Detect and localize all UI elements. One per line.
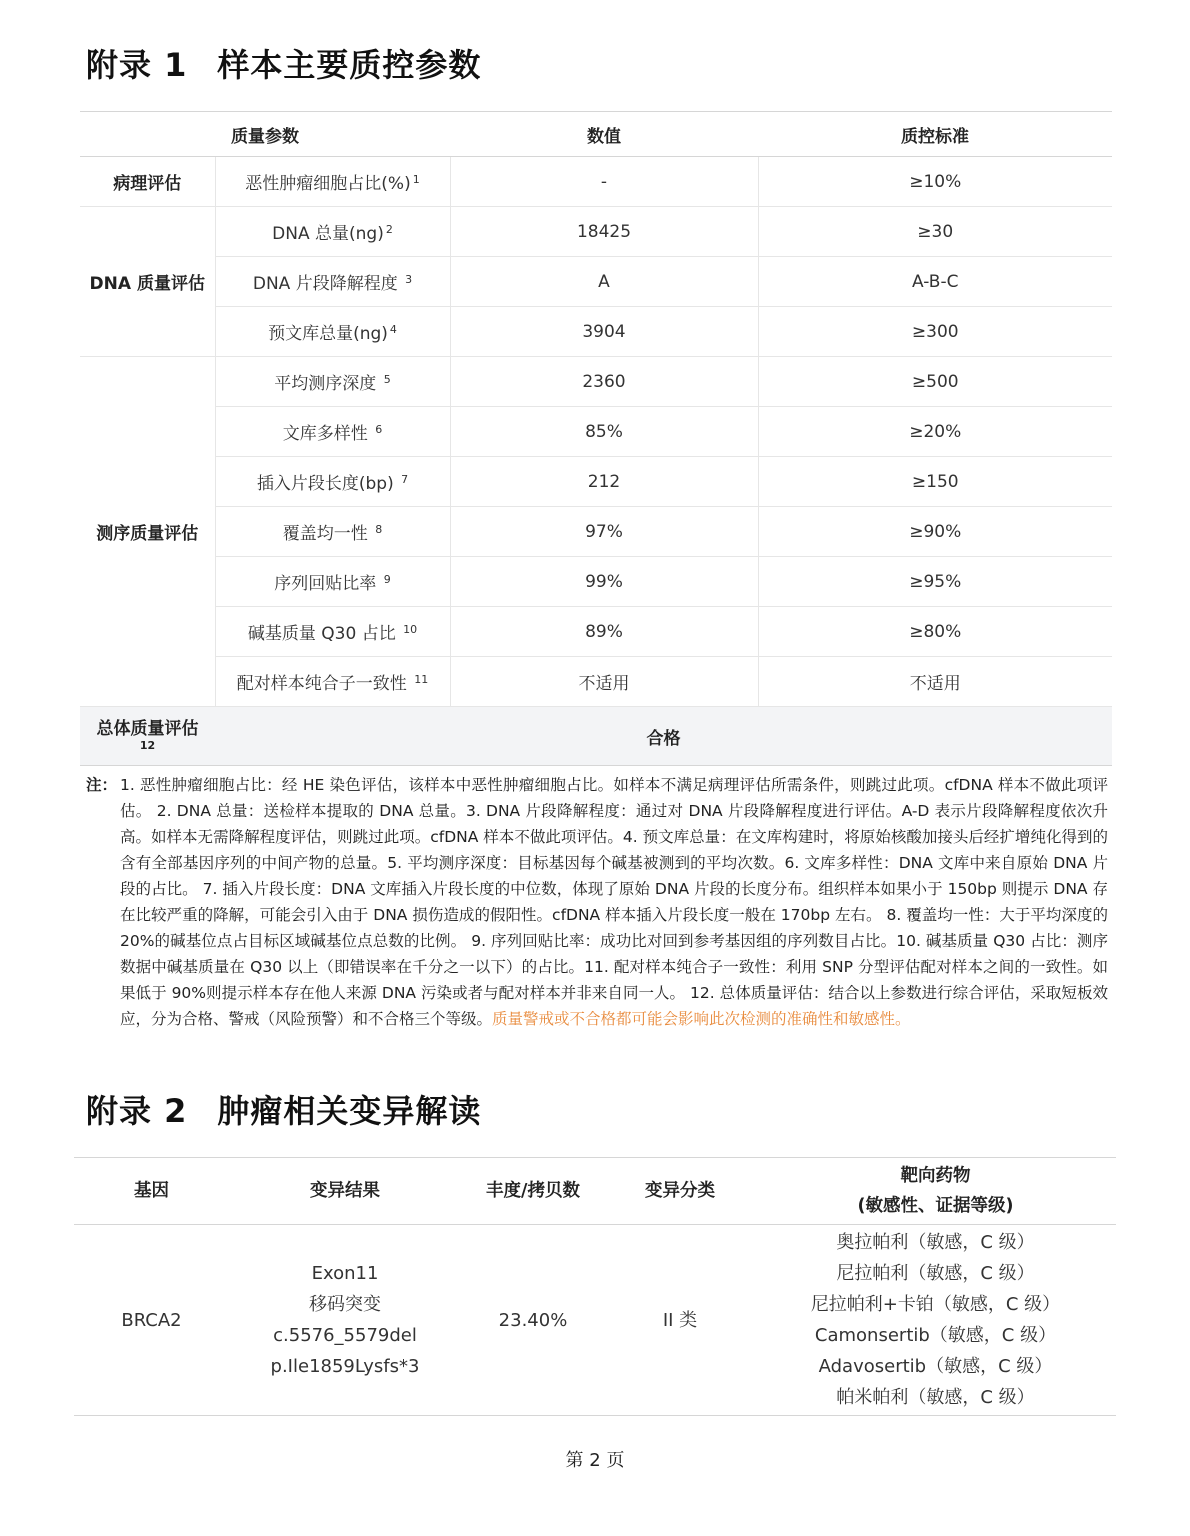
abundance-cell: 23.40% bbox=[461, 1225, 605, 1416]
header-result: 变异结果 bbox=[229, 1158, 461, 1225]
variant-table bbox=[74, 1157, 1116, 1416]
appendix1-title-text: 样本主要质控参数 bbox=[217, 46, 482, 84]
qc-parameters-table bbox=[80, 111, 1112, 766]
class-cell: II 类 bbox=[605, 1225, 755, 1416]
standard-cell: ≥95% bbox=[758, 557, 1112, 607]
appendix1-title bbox=[86, 40, 481, 86]
notes-lead: 注： bbox=[86, 776, 118, 794]
param-cell: 恶性肿瘤细胞占比(%) $^1$ bbox=[215, 157, 450, 207]
value-cell: A bbox=[450, 257, 758, 307]
standard-cell: ≥150 bbox=[758, 457, 1112, 507]
value-cell: 99% bbox=[450, 557, 758, 607]
value-cell: 18425 bbox=[450, 207, 758, 257]
header-standard: 质控标准 bbox=[758, 112, 1112, 157]
param-cell: 碱基质量 Q30 占比 $^{10}$ bbox=[215, 607, 450, 657]
value-cell: 不适用 bbox=[450, 657, 758, 707]
notes-body bbox=[120, 772, 1108, 1032]
result-cell: Exon11 移码突变 c.5576_5579del p.Ile1859Lysfs*3 bbox=[229, 1225, 461, 1416]
appendix1-number: 附录 1 bbox=[86, 46, 188, 84]
param-cell: 平均测序深度 $^5$ bbox=[215, 357, 450, 407]
param-cell: DNA 片段降解程度 $^3$ bbox=[215, 257, 450, 307]
standard-cell: ≥10% bbox=[758, 157, 1112, 207]
appendix2-number: 附录 2 bbox=[86, 1092, 188, 1130]
header-class: 变异分类 bbox=[605, 1158, 755, 1225]
header-param: 质量参数 bbox=[80, 112, 450, 157]
param-cell: 文库多样性 $^6$ bbox=[215, 407, 450, 457]
notes-text: 1. 恶性肿瘤细胞占比：经 HE 染色评估，该样本中恶性肿瘤细胞占比。如样本不满足病理评估所需条件，则跳过此项。cfDNA 样本不做此项评估。 2. DNA 总量：送检样本提取的 DNA 总量。3. DNA 片段降解程度：通过对 DNA 片段降解程度进行评估。A-D 表示片段降解程度依次升高。如样本无需降解程度评估，则跳过此项。cfDNA 样本不做此项评估。4. 预文库总量：在文库构建时，将原始核酸加接头后经扩增纯化得到的含有全部基因序列的中间产物的总量。5. 平均测序深度：目标基因每个碱基被测到的平均次数。6. 文库多样性：DNA 文库中来自原始 DNA 片段的占比。 7. 插入片段长度：DNA 文库插入片段长度的中位数，体现了原始 DNA 片段的长度分布。组织样本如果小于 150bp 则提示 DNA 存在比较严重的降解，可能会引入由于 DNA 损伤造成的假阳性。cfDNA 样本插入片段长度一般在 170bp 左右。 8. 覆盖均一性：大于平均深度的 20%的碱基位点占目标区域碱基位点总数的比例。 9. 序列回贴比率：成功比对回到参考基因组的序列数目占比。10. 碱基质量 Q30 占比：测序数据中碱基质量在 Q30 以上（即错误率在千分之一以下）的占比。11. 配对样本纯合子一致性：利用 SNP 分型评估配对样本之间的一致性。如果低于 90%则提示样本存在他人来源 DNA 污染或者与配对样本并非来自同一人。 12. 总体质量评估：结合以上参数进行综合评估，采取短板效应，分为合格、警戒（风险预警）和不合格三个等级。 bbox=[120, 776, 1108, 1028]
header-value: 数值 bbox=[450, 112, 758, 157]
table-row bbox=[80, 407, 1112, 457]
table-row bbox=[80, 357, 1112, 407]
variant-header-row bbox=[74, 1158, 1116, 1225]
table-row bbox=[80, 307, 1112, 357]
table-row bbox=[80, 207, 1112, 257]
param-cell: 插入片段长度(bp) $^7$ bbox=[215, 457, 450, 507]
header-drugs: 靶向药物 (敏感性、证据等级) bbox=[755, 1158, 1116, 1225]
drugs-cell: 奥拉帕利（敏感，C 级） 尼拉帕利（敏感，C 级） 尼拉帕利+卡铂（敏感，C 级） Camonsertib（敏感，C 级） Adavosertib（敏感，C 级） 帕米帕利（敏感，C 级） bbox=[755, 1225, 1116, 1416]
overall-row bbox=[80, 707, 1112, 766]
table-row bbox=[80, 257, 1112, 307]
value-cell: 89% bbox=[450, 607, 758, 657]
standard-cell: ≥300 bbox=[758, 307, 1112, 357]
standard-cell: A-B-C bbox=[758, 257, 1112, 307]
qc-notes bbox=[86, 772, 1108, 1032]
table-row bbox=[80, 657, 1112, 707]
header-gene: 基因 bbox=[74, 1158, 229, 1225]
overall-label: 总体质量评估 12 bbox=[80, 707, 215, 766]
standard-cell: ≥20% bbox=[758, 407, 1112, 457]
qc-header-row bbox=[80, 112, 1112, 157]
param-cell: DNA 总量(ng) $^2$ bbox=[215, 207, 450, 257]
appendix2-title-text: 肿瘤相关变异解读 bbox=[217, 1092, 482, 1130]
standard-cell: ≥90% bbox=[758, 507, 1112, 557]
param-cell: 覆盖均一性 $^8$ bbox=[215, 507, 450, 557]
value-cell: 3904 bbox=[450, 307, 758, 357]
category-pathology: 病理评估 bbox=[80, 157, 215, 207]
table-row bbox=[80, 457, 1112, 507]
table-row bbox=[80, 507, 1112, 557]
table-row bbox=[80, 557, 1112, 607]
standard-cell: ≥30 bbox=[758, 207, 1112, 257]
param-cell: 配对样本纯合子一致性 $^{11}$ bbox=[215, 657, 450, 707]
category-dna: DNA 质量评估 bbox=[80, 207, 215, 357]
table-row bbox=[80, 157, 1112, 207]
value-cell: - bbox=[450, 157, 758, 207]
standard-cell: ≥500 bbox=[758, 357, 1112, 407]
standard-cell: ≥80% bbox=[758, 607, 1112, 657]
page-number: 第 2 页 bbox=[565, 1450, 625, 1471]
value-cell: 212 bbox=[450, 457, 758, 507]
standard-cell: 不适用 bbox=[758, 657, 1112, 707]
value-cell: 2360 bbox=[450, 357, 758, 407]
appendix2-title bbox=[86, 1086, 481, 1132]
gene-cell: BRCA2 bbox=[74, 1225, 229, 1416]
param-cell: 预文库总量(ng) $^4$ bbox=[215, 307, 450, 357]
table-row bbox=[74, 1225, 1116, 1416]
table-row bbox=[80, 607, 1112, 657]
header-abundance: 丰度/拷贝数 bbox=[461, 1158, 605, 1225]
notes-highlight: 质量警戒或不合格都可能会影响此次检测的准确性和敏感性。 bbox=[492, 1010, 911, 1028]
value-cell: 85% bbox=[450, 407, 758, 457]
param-cell: 序列回贴比率 $^9$ bbox=[215, 557, 450, 607]
category-seq: 测序质量评估 bbox=[80, 357, 215, 707]
value-cell: 97% bbox=[450, 507, 758, 557]
overall-value: 合格 bbox=[215, 707, 1112, 766]
